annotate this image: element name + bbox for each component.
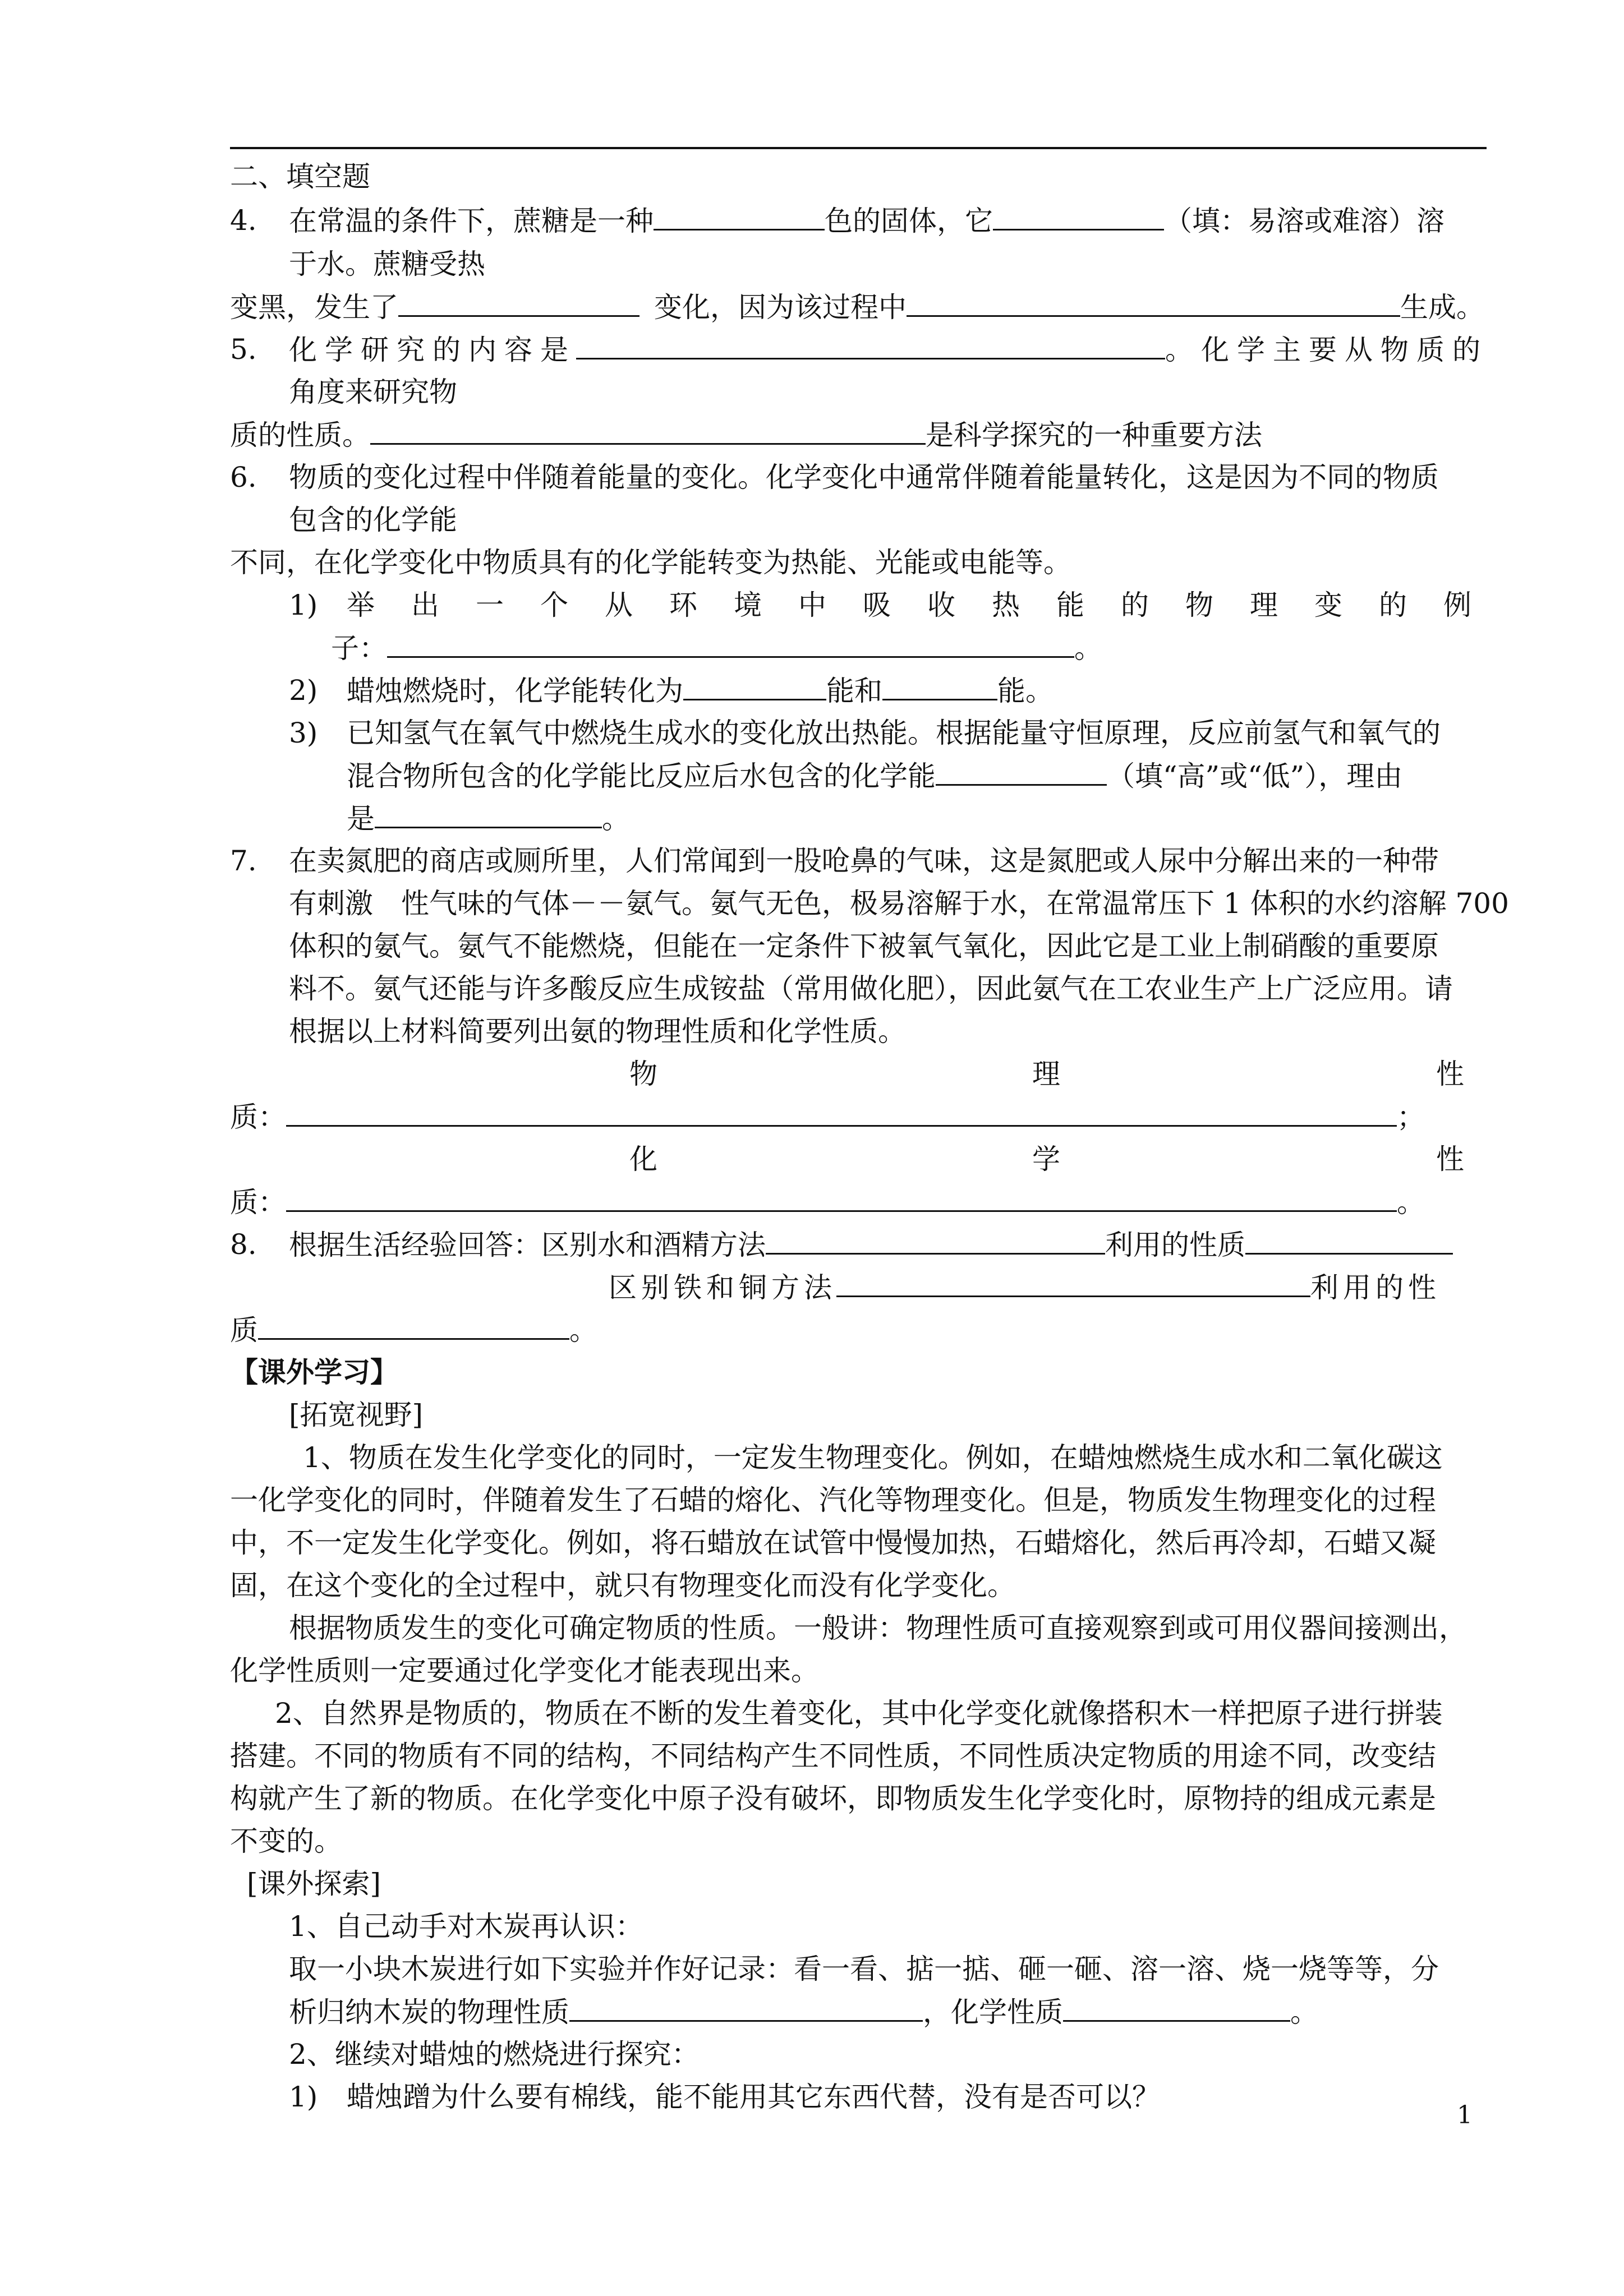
q6-blank-reason[interactable] (375, 799, 602, 828)
header-rule (230, 147, 1487, 149)
q5-line1: 化学研究的内容是 。化学主要从物质的 (289, 330, 1488, 370)
q4-blank-color[interactable] (654, 201, 825, 230)
q7-line1: 在卖氮肥的商店或厕所里，人们常闻到一股呛鼻的气味，这是氮肥或人尿中分解出来的一种带 (289, 845, 1439, 877)
q8-blank-method1[interactable] (766, 1225, 1105, 1255)
extra-explore1-title: 1、自己动手对木炭再认识： (289, 1910, 643, 1943)
q8-blank-property1[interactable] (1245, 1225, 1453, 1255)
q7-phys-char2: 理 (1032, 1058, 1060, 1090)
q8-blank-property2[interactable] (258, 1310, 569, 1340)
q6-blank-energy1[interactable] (683, 671, 826, 700)
q7-phys-char3: 性 (1436, 1058, 1464, 1090)
q5-blank-content[interactable] (576, 330, 1165, 359)
extra-p3-line3: 构就产生了新的物质。在化学变化中原子没有破坏，即物质发生化学变化时，原物持的组成元素是 (230, 1782, 1436, 1815)
q8-line3: 质 。 (230, 1310, 597, 1350)
extra-p2-line1: 根据物质发生的变化可确定物质的性质。一般讲：物理性质可直接观察到或可用仪器间接测出， (289, 1612, 1467, 1644)
q6-sub3-line3: 是 。 (347, 799, 630, 838)
q6-line2: 包含的化学能 (289, 504, 457, 536)
extra-explore2-sub1: 蜡烛蹭为什么要有棉线，能不能用其它东西代替，没有是否可以？ (347, 2081, 1160, 2113)
q7-chem-char2: 学 (1032, 1143, 1060, 1175)
q7-blank-chemical[interactable] (286, 1182, 1397, 1212)
q4-blank-reason[interactable] (907, 287, 1400, 317)
extra-subheading-explore: [课外探索] (247, 1868, 381, 1900)
q5-number: 5. (230, 333, 257, 366)
q6-number: 6. (230, 461, 257, 494)
q7-phys-char1: 物 (629, 1058, 657, 1090)
q6-sub1-number: 1) (289, 589, 318, 621)
extra-p3-line1: 2、自然界是物质的，物质在不断的发生着变化，其中化学变化就像搭积木一样把原子进行拼装 (275, 1697, 1443, 1730)
q5-blank-method[interactable] (370, 415, 926, 445)
extra-p1-line1: 1、物质在发生化学变化的同时，一定发生物理变化。例如，在蜡烛燃烧生成水和二氧化碳这 (303, 1441, 1443, 1474)
q8-blank-method2[interactable] (836, 1267, 1310, 1297)
charcoal-physical-blank[interactable] (569, 1992, 923, 2022)
q7-blank-physical[interactable] (286, 1097, 1397, 1127)
q6-sub3-number: 3) (289, 717, 318, 749)
q4-line3: 变黑，发生了 变化，因为该过程中 生成。 (230, 287, 1484, 327)
q6-sub1-line2: 子： 。 (331, 628, 1102, 668)
section-title: 二、填空题 (230, 160, 370, 193)
q4-blank-solubility[interactable] (993, 201, 1164, 230)
q4-line1: 在常温的条件下，蔗糖是一种 色的固体，它 （填：易溶或难溶）溶 (289, 201, 1444, 241)
extra-subheading-broaden: [拓宽视野] (289, 1399, 424, 1431)
extra-explore1-line1: 取一小块木炭进行如下实验并作好记录：看一看、掂一掂、砸一砸、溶一溶、烧一烧等等，分 (289, 1953, 1439, 1985)
charcoal-chemical-blank[interactable] (1063, 1992, 1290, 2022)
extra-p2-line2: 化学性质则一定要通过化学变化才能表现出来。 (230, 1654, 819, 1687)
q6-sub2-line: 蜡烛燃烧时，化学能转化为 能和 能。 (347, 671, 1053, 711)
q7-chem-char3: 性 (1436, 1143, 1464, 1175)
extra-explore1-line2: 析归纳木炭的物理性质 ，化学性质 。 (289, 1992, 1318, 2032)
q6-sub3-line1: 已知氢气在氧气中燃烧生成水的变化放出热能。根据能量守恒原理，反应前氢气和氧气的 (347, 717, 1441, 749)
q8-number: 8. (230, 1228, 257, 1261)
extra-explore2-title: 2、继续对蜡烛的燃烧进行探究： (289, 2038, 700, 2071)
extra-p1-line4: 固，在这个变化的全过程中，就只有物理变化而没有化学变化。 (230, 1569, 1015, 1602)
extra-explore2-sub1-number: 1) (289, 2081, 318, 2113)
q8-line2: 区别铁和铜方法 利用的性 (609, 1267, 1441, 1307)
extra-heading: 【课外学习】 (230, 1356, 398, 1389)
q4-line2: 于水。蔗糖受热 (289, 248, 485, 280)
q5-line3: 质的性质。 是科学探究的一种重要方法 (230, 415, 1262, 455)
extra-p3-line2: 搭建。不同的物质有不同的结构，不同结构产生不同性质，不同性质决定物质的用途不同，改变结 (230, 1740, 1436, 1772)
page-number: 1 (1457, 2101, 1473, 2129)
q7-line4: 料不。氨气还能与许多酸反应生成铵盐（常用做化肥），因此氨气在工农业生产上广泛应用。请 (289, 972, 1453, 1005)
q7-phys-line: 质： ； (230, 1097, 1425, 1137)
q6-sub2-number: 2) (289, 674, 318, 707)
q6-blank-high-low[interactable] (936, 756, 1107, 786)
q6-line1: 物质的变化过程中伴随着能量的变化。化学变化中通常伴随着能量转化，这是因为不同的物质 (289, 461, 1439, 494)
q6-line3: 不同，在化学变化中物质具有的化学能转变为热能、光能或电能等。 (230, 546, 1071, 579)
q4-blank-change[interactable] (398, 287, 640, 317)
q7-line3: 体积的氨气。氨气不能燃烧，但能在一定条件下被氧气氧化，因此它是工业上制硝酸的重要原 (289, 930, 1439, 962)
q7-line5: 根据以上材料简要列出氨的物理性质和化学性质。 (289, 1015, 906, 1048)
q6-blank-example[interactable] (387, 628, 1074, 658)
q6-sub1-line1: 举出一个从环境中吸收热能的物理变的例 (347, 589, 1508, 621)
q7-number: 7. (230, 845, 257, 877)
q6-blank-energy2[interactable] (882, 671, 997, 700)
q7-chem-line: 质： 。 (230, 1182, 1425, 1222)
q7-line2: 有刺激 性气味的气体－－氨气。氨气无色，极易溶解于水，在常温常压下 1 体积的水约溶解 700 (289, 887, 1509, 920)
q7-chem-char1: 化 (629, 1143, 657, 1175)
extra-p3-line4: 不变的。 (230, 1825, 342, 1857)
q6-sub3-line2: 混合物所包含的化学能比反应后水包含的化学能 （填“高”或“低”），理由 (347, 756, 1402, 796)
q8-line1: 根据生活经验回答：区别水和酒精方法 利用的性质 (289, 1225, 1453, 1265)
q4-number: 4. (230, 204, 257, 237)
extra-p1-line3: 中，不一定发生化学变化。例如，将石蜡放在试管中慢慢加热，石蜡熔化，然后再冷却，石蜡又凝 (230, 1527, 1436, 1559)
q5-line2: 角度来研究物 (289, 376, 457, 408)
extra-p1-line2: 一化学变化的同时，伴随着发生了石蜡的熔化、汽化等物理变化。但是，物质发生物理变化的过程 (230, 1484, 1436, 1516)
